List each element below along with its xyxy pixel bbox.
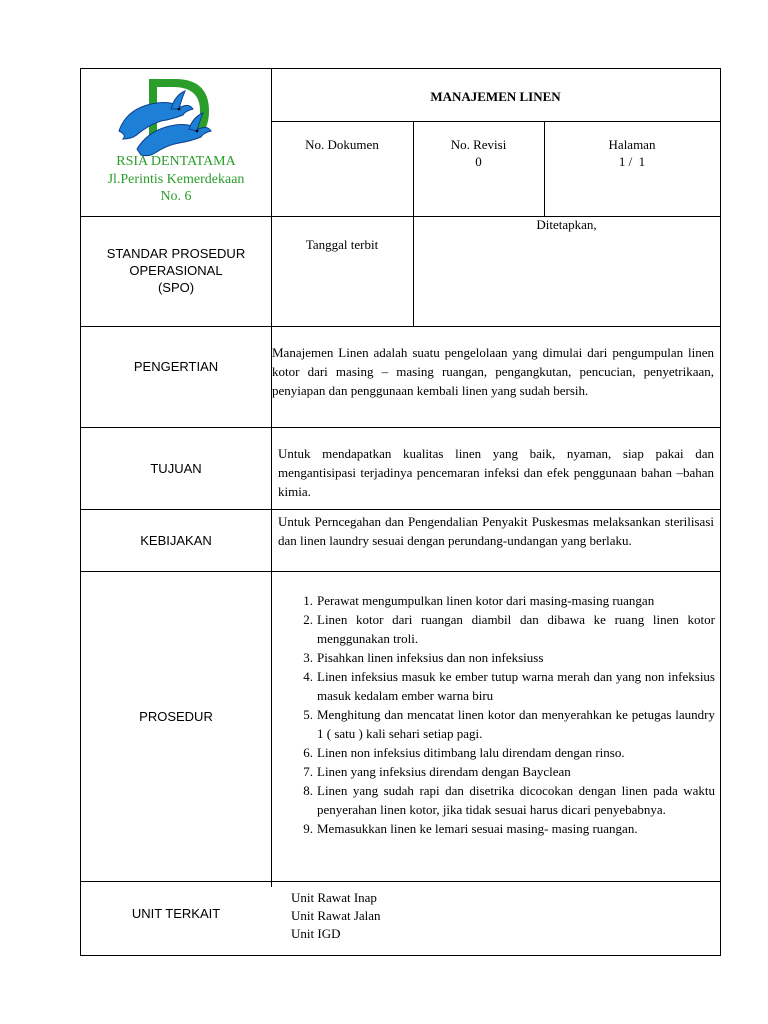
pengertian-row-divider [81, 427, 720, 428]
spo-label [81, 245, 271, 296]
hospital-address-line1: Jl.Perintis Kemerdekaan [107, 172, 245, 187]
prosedur-step-text: Perawat mengumpulkan linen kotor dari masing-masing ruangan [317, 593, 655, 608]
prosedur-list [291, 591, 715, 838]
prosedur-step-text: Memasukkan linen ke lemari sesuai masing- masing ruangan. [317, 821, 638, 836]
kebijakan-text: Untuk Perncegahan dan Pengendalian Penyakit Puskesmas melaksankan sterilisasi dan linen laundry sesuai dengan perundang-undangan yang berlaku. [278, 514, 714, 548]
prosedur-row-divider [81, 881, 720, 882]
prosedur-steps [291, 591, 715, 838]
doc-no-label: No. Dokumen [305, 137, 379, 152]
prosedur-step [291, 781, 715, 819]
tujuan-label: TUJUAN [150, 461, 202, 476]
pengertian-text: Manajemen Linen adalah suatu pengelolaan yang dimulai dari pengumpulan linen kotor dari masing – masing ruangan, pengangkutan, pencucian, penyetrikaan, penyiapan dan penggunaan kembali linen yang sudah bersih. [272, 345, 714, 398]
spo-document-frame [80, 68, 721, 956]
prosedur-step [291, 610, 715, 648]
prosedur-step-text: Menghitung dan mencatat linen kotor dan menyerahkan ke petugas laundry 1 ( satu ) kali sehari setiap pagi. [317, 707, 715, 741]
hospital-name: RSIA DENTATAMA [116, 154, 236, 169]
prosedur-step-number: 2. [303, 612, 313, 627]
prosedur-step [291, 819, 715, 838]
prosedur-step-number: 5. [303, 707, 313, 722]
prosedur-step-text: Linen yang infeksius direndam dengan Bayclean [317, 764, 571, 779]
prosedur-step [291, 648, 715, 667]
prosedur-step-number: 1. [303, 593, 313, 608]
unit-terkait-label: UNIT TERKAIT [131, 906, 221, 921]
prosedur-step-text: Linen yang sudah rapi dan disetrika dicocokan dengan linen pada waktu penyerahan linen kotor, jika tidak sesuai harus dicari penyebabnya. [317, 783, 715, 817]
prosedur-step [291, 591, 715, 610]
unit-item: Unit Rawat Inap [291, 890, 377, 905]
prosedur-step [291, 743, 715, 762]
revision-label: No. Revisi [450, 137, 507, 152]
page-label: Halaman [608, 137, 656, 152]
prosedur-step-number: 9. [303, 821, 313, 836]
prosedur-step [291, 667, 715, 705]
prosedur-step-number: 3. [303, 650, 313, 665]
revision-value: 0 [475, 154, 482, 169]
pengertian-label: PENGERTIAN [133, 359, 219, 374]
issue-date-label: Tanggal terbit [305, 237, 379, 252]
kebijakan-label: KEBIJAKAN [140, 533, 212, 548]
prosedur-step-text: Pisahkan linen infeksius dan non infeksiuss [317, 650, 544, 665]
tujuan-text: Untuk mendapatkan kualitas linen yang baik, nyaman, siap pakai dan mengantisipasi terjadinya pencemaran infeksi dan efek penggunaan bahan –bahan kimia. [278, 446, 714, 499]
unit-item: Unit IGD [291, 926, 341, 941]
prosedur-step-text: Linen kotor dari ruangan diambil dan dibawa ke ruang linen kotor menggunakan troli. [317, 612, 715, 646]
document-title: MANAJEMEN LINEN [430, 89, 561, 104]
hospital-address-line2: No. 6 [160, 189, 192, 204]
prosedur-step [291, 705, 715, 743]
dolphin-logo-icon [109, 73, 219, 157]
unit-terkait-list [291, 889, 591, 943]
spo-label-line2: OPERASIONAL [129, 263, 223, 278]
prosedur-step-number: 4. [303, 669, 313, 684]
prosedur-label: PROSEDUR [139, 709, 213, 724]
left-column-divider [271, 69, 272, 887]
spo-label-line3: (SPO) [157, 280, 195, 295]
tujuan-row-divider [81, 509, 720, 510]
prosedur-step [291, 762, 715, 781]
prosedur-step-number: 6. [303, 745, 313, 760]
title-row-divider [271, 121, 720, 122]
spo-label-line1: STANDAR PROSEDUR [106, 246, 246, 261]
approved-label: Ditetapkan, [536, 217, 597, 232]
hospital-logo [109, 73, 219, 157]
prosedur-step-text: Linen infeksius masuk ke ember tutup warna merah dan yang non infeksius masuk kedalam ember warna biru [317, 669, 715, 703]
kebijakan-row-divider [81, 571, 720, 572]
prosedur-step-number: 8. [303, 783, 313, 798]
page-value: 1 / 1 [618, 154, 646, 169]
prosedur-step-text: Linen non infeksius ditimbang lalu direndam dengan rinso. [317, 745, 625, 760]
prosedur-step-number: 7. [303, 764, 313, 779]
spo-row-divider [81, 326, 720, 327]
unit-item: Unit Rawat Jalan [291, 908, 381, 923]
